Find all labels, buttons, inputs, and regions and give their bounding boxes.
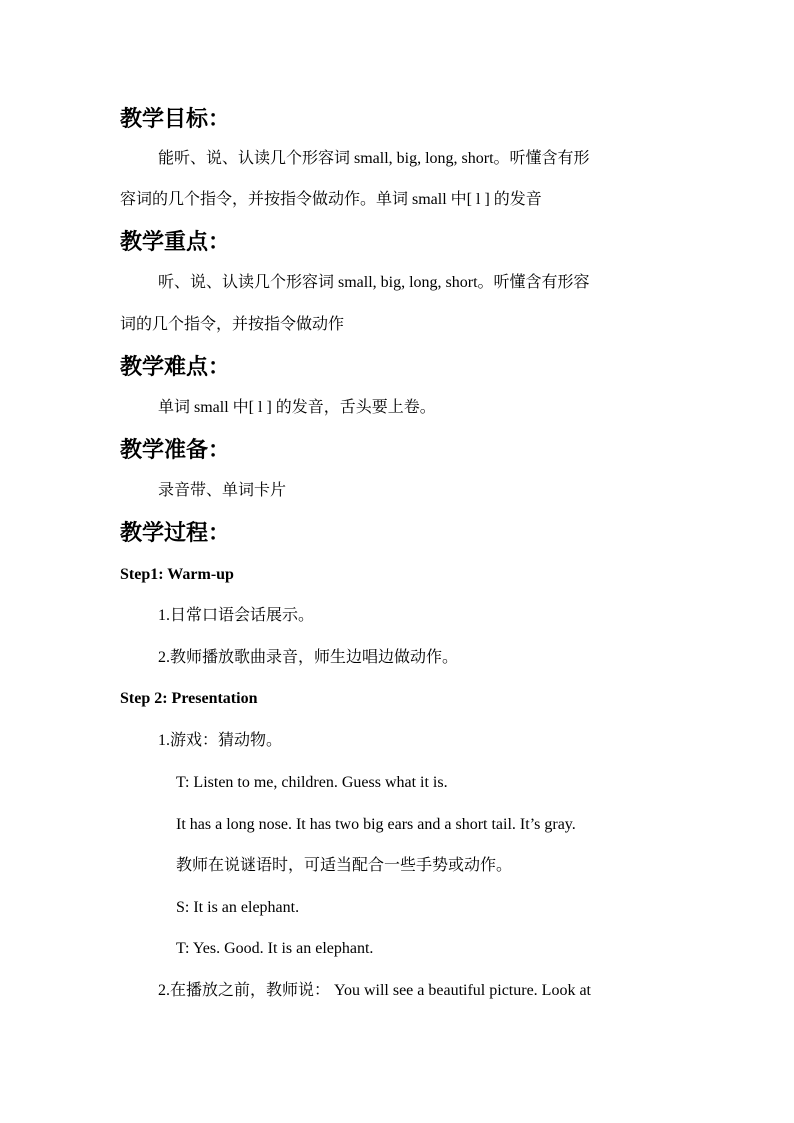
key-points-line-1: 听、说、认读几个形容词 small, big, long, short。听懂含有形容	[158, 274, 590, 291]
step2-title: Step 2: Presentation	[120, 690, 258, 707]
step2-dialog-4: T: Yes. Good. It is an elephant.	[176, 940, 374, 957]
objectives-heading: 教学目标：	[120, 106, 231, 132]
step1-item-2: 2.教师播放歌曲录音，师生边唱边做动作。	[158, 649, 459, 666]
key-points-heading: 教学重点：	[120, 229, 231, 255]
difficulties-heading: 教学难点：	[120, 354, 231, 380]
step1-title: Step1: Warm-up	[120, 566, 234, 583]
key-points-line-2: 词的几个指令，并按指令做动作	[120, 316, 345, 333]
step2-dialog-1: T: Listen to me, children. Guess what it is.	[176, 774, 448, 791]
step2-note: 教师在说谜语时，可适当配合一些手势或动作。	[176, 857, 513, 874]
objectives-line-2: 容词的几个指令，并按指令做动作。单词 small 中[ l ] 的发音	[120, 191, 542, 208]
process-heading: 教学过程：	[120, 520, 231, 546]
step2-item-2: 2.在播放之前，教师说： You will see a beautiful picture. Look at	[158, 982, 591, 999]
step1-item-1: 1.日常口语会话展示。	[158, 607, 315, 624]
step2-dialog-3: S: It is an elephant.	[176, 899, 300, 916]
step2-item-1: 1.游戏：猜动物。	[158, 732, 283, 749]
preparation-heading: 教学准备：	[120, 437, 231, 463]
difficulties-line-1: 单词 small 中[ l ] 的发音，舌头要上卷。	[158, 399, 436, 416]
preparation-line-1: 录音带、单词卡片	[158, 482, 287, 499]
objectives-line-1: 能听、说、认读几个形容词 small, big, long, short。听懂含有形	[158, 150, 590, 167]
step2-dialog-2: It has a long nose. It has two big ears and a short tail. It’s gray.	[176, 816, 576, 833]
